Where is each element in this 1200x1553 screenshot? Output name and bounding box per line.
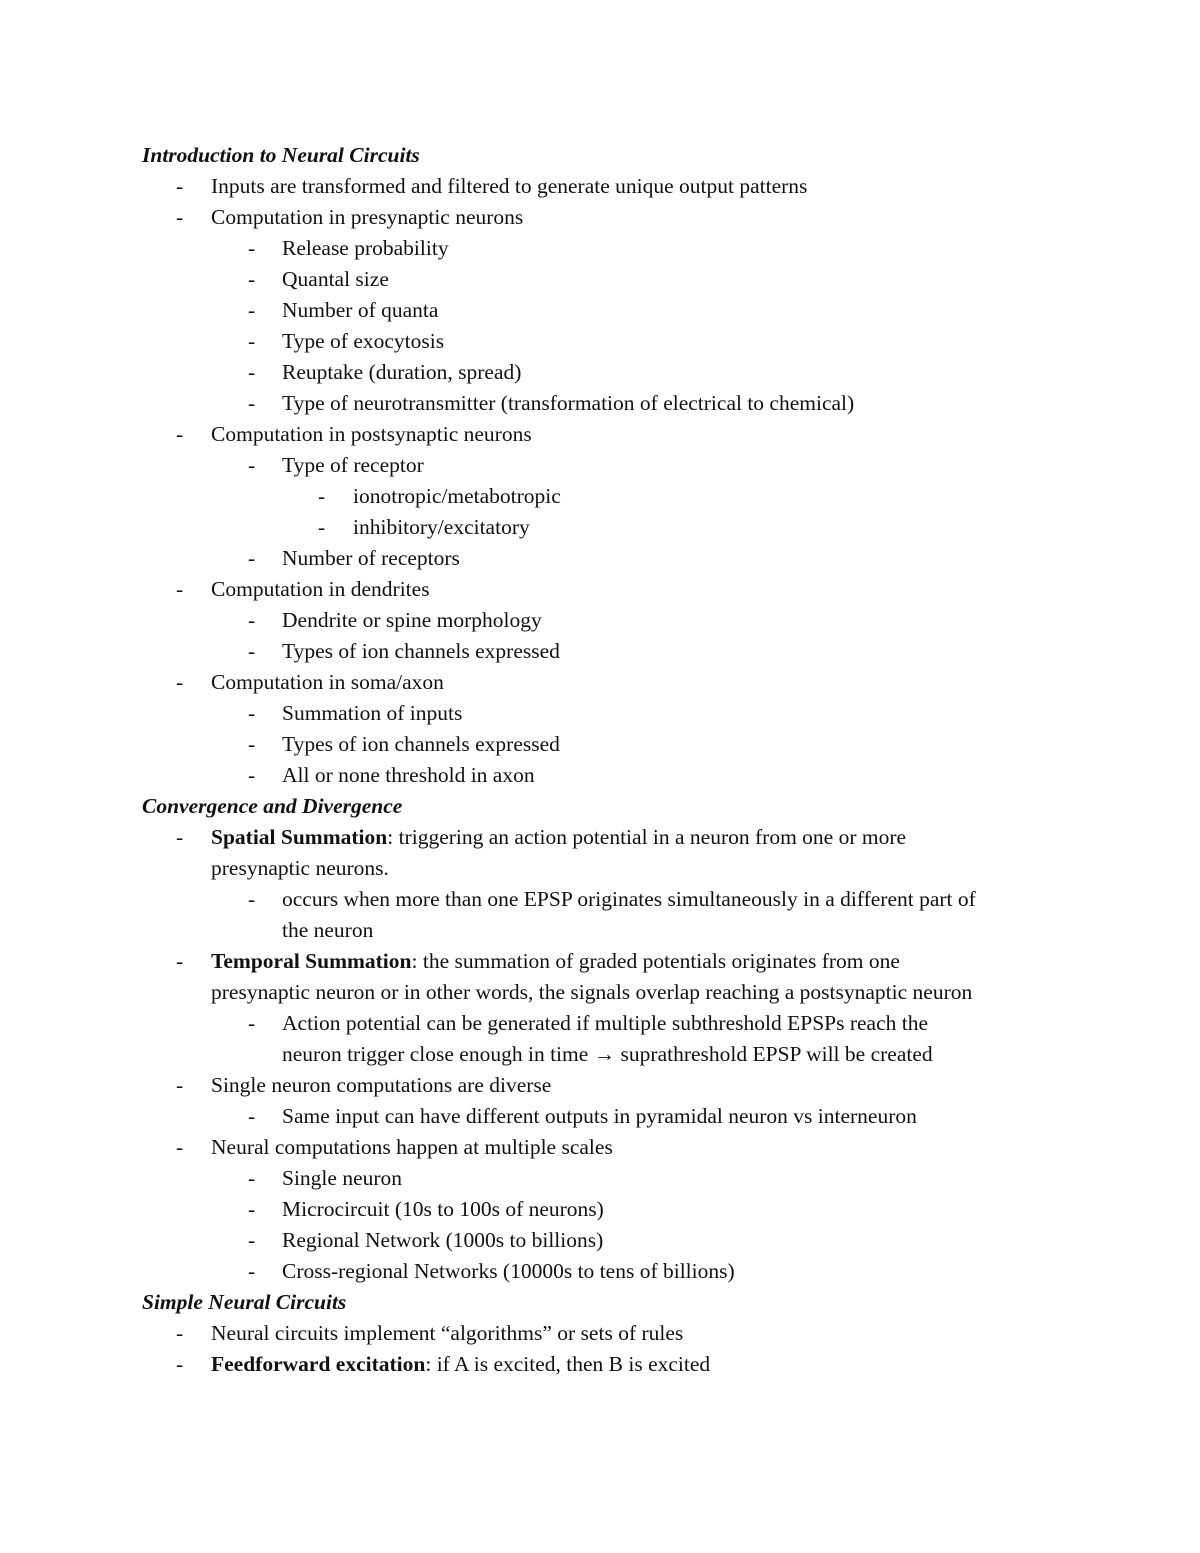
bullet: - bbox=[248, 236, 256, 260]
section-heading: Convergence and Divergence bbox=[142, 794, 403, 818]
list-item bbox=[0, 1163, 1200, 1194]
list-item bbox=[0, 760, 1200, 791]
list-item-text: Regional Network (1000s to billions) bbox=[282, 1228, 604, 1252]
bullet: - bbox=[248, 1166, 256, 1190]
list-item-text: Type of receptor bbox=[282, 453, 424, 477]
list-item bbox=[0, 1070, 1200, 1101]
bullet: - bbox=[248, 329, 256, 353]
list-item bbox=[0, 1008, 1200, 1039]
term-definition: : triggering an action potential in a neuron from one or more bbox=[387, 825, 907, 849]
list-item-continuation bbox=[0, 1039, 1200, 1070]
list-item-text: Computation in soma/axon bbox=[211, 670, 444, 694]
list-item bbox=[0, 388, 1200, 419]
bullet: - bbox=[248, 1197, 256, 1221]
document-page bbox=[0, 140, 1200, 1380]
list-item bbox=[0, 450, 1200, 481]
list-item bbox=[0, 543, 1200, 574]
term: Spatial Summation bbox=[211, 825, 388, 849]
list-item-text: neuron trigger close enough in time → suprathreshold EPSP will be created bbox=[282, 1042, 933, 1066]
list-item-text: Type of neurotransmitter (transformation of electrical to chemical) bbox=[282, 391, 855, 415]
list-item bbox=[0, 574, 1200, 605]
list-item bbox=[0, 512, 1200, 543]
list-item bbox=[0, 326, 1200, 357]
list-item-text bbox=[211, 1349, 710, 1380]
list-item bbox=[0, 698, 1200, 729]
list-item bbox=[0, 481, 1200, 512]
list-item-text: Dendrite or spine morphology bbox=[282, 608, 542, 632]
bullet: - bbox=[176, 1321, 184, 1345]
bullet: - bbox=[318, 484, 326, 508]
list-item-text: the neuron bbox=[282, 918, 374, 942]
bullet: - bbox=[248, 1228, 256, 1252]
list-item-text: Neural computations happen at multiple scales bbox=[211, 1135, 613, 1159]
list-item bbox=[0, 295, 1200, 326]
bullet: - bbox=[176, 422, 184, 446]
list-item-text: Same input can have different outputs in pyramidal neuron vs interneuron bbox=[282, 1104, 917, 1128]
list-item bbox=[0, 822, 1200, 853]
bullet: - bbox=[176, 1352, 184, 1376]
list-item-continuation bbox=[0, 853, 1200, 884]
list-item bbox=[0, 1132, 1200, 1163]
bullet: - bbox=[176, 825, 184, 849]
bullet: - bbox=[248, 763, 256, 787]
list-item-text: All or none threshold in axon bbox=[282, 763, 535, 787]
list-item-text: Type of exocytosis bbox=[282, 329, 445, 353]
list-item-text: Number of quanta bbox=[282, 298, 439, 322]
list-item-text: Computation in presynaptic neurons bbox=[211, 205, 524, 229]
list-item bbox=[0, 884, 1200, 915]
list-item-text: Neural circuits implement “algorithms” or sets of rules bbox=[211, 1321, 684, 1345]
bullet: - bbox=[248, 267, 256, 291]
list-item-text: Single neuron computations are diverse bbox=[211, 1073, 552, 1097]
bullet: - bbox=[248, 360, 256, 384]
bullet: - bbox=[248, 639, 256, 663]
list-item bbox=[0, 1194, 1200, 1225]
bullet: - bbox=[176, 1135, 184, 1159]
list-item-text: Summation of inputs bbox=[282, 701, 463, 725]
list-item bbox=[0, 357, 1200, 388]
list-item-text bbox=[211, 822, 906, 853]
list-item bbox=[0, 264, 1200, 295]
bullet: - bbox=[248, 453, 256, 477]
list-item bbox=[0, 636, 1200, 667]
list-item bbox=[0, 1349, 1200, 1380]
bullet: - bbox=[248, 391, 256, 415]
list-item bbox=[0, 1256, 1200, 1287]
bullet: - bbox=[318, 515, 326, 539]
list-item bbox=[0, 419, 1200, 450]
bullet: - bbox=[176, 577, 184, 601]
bullet: - bbox=[248, 298, 256, 322]
term: Temporal Summation bbox=[211, 949, 412, 973]
list-item-text: Action potential can be generated if multiple subthreshold EPSPs reach the bbox=[282, 1011, 929, 1035]
list-item bbox=[0, 202, 1200, 233]
list-item-continuation bbox=[0, 915, 1200, 946]
list-item bbox=[0, 233, 1200, 264]
bullet: - bbox=[176, 174, 184, 198]
list-item-text: Types of ion channels expressed bbox=[282, 732, 560, 756]
list-item-continuation bbox=[0, 977, 1200, 1008]
list-item bbox=[0, 667, 1200, 698]
section-heading: Simple Neural Circuits bbox=[142, 1290, 347, 1314]
list-item-text: Cross-regional Networks (10000s to tens of billions) bbox=[282, 1259, 735, 1283]
list-item-text: occurs when more than one EPSP originates simultaneously in a different part of bbox=[282, 887, 976, 911]
bullet: - bbox=[248, 1259, 256, 1283]
bullet: - bbox=[176, 205, 184, 229]
bullet: - bbox=[248, 1011, 256, 1035]
list-item-text: presynaptic neurons. bbox=[211, 856, 389, 880]
list-item-text: Computation in dendrites bbox=[211, 577, 430, 601]
term-definition: : if A is excited, then B is excited bbox=[425, 1352, 711, 1376]
list-item bbox=[0, 1101, 1200, 1132]
list-item-text: Reuptake (duration, spread) bbox=[282, 360, 522, 384]
list-item-text: ionotropic/metabotropic bbox=[353, 484, 561, 508]
list-item-text bbox=[211, 946, 900, 977]
list-item bbox=[0, 1318, 1200, 1349]
bullet: - bbox=[248, 887, 256, 911]
list-item-text: Single neuron bbox=[282, 1166, 403, 1190]
bullet: - bbox=[248, 701, 256, 725]
list-item-text: Quantal size bbox=[282, 267, 389, 291]
section-heading: Introduction to Neural Circuits bbox=[142, 143, 420, 167]
list-item-text: Computation in postsynaptic neurons bbox=[211, 422, 532, 446]
bullet: - bbox=[176, 1073, 184, 1097]
list-item-text: Number of receptors bbox=[282, 546, 460, 570]
list-item-text: inhibitory/excitatory bbox=[353, 515, 530, 539]
list-item-text: Inputs are transformed and filtered to generate unique output patterns bbox=[211, 174, 808, 198]
list-item bbox=[0, 946, 1200, 977]
term: Feedforward excitation bbox=[211, 1352, 426, 1376]
bullet: - bbox=[176, 949, 184, 973]
bullet: - bbox=[248, 546, 256, 570]
list-item bbox=[0, 171, 1200, 202]
list-item bbox=[0, 1225, 1200, 1256]
list-item bbox=[0, 729, 1200, 760]
term-definition: : the summation of graded potentials originates from one bbox=[411, 949, 900, 973]
list-item bbox=[0, 605, 1200, 636]
bullet: - bbox=[248, 732, 256, 756]
list-item-text: Release probability bbox=[282, 236, 449, 260]
bullet: - bbox=[248, 1104, 256, 1128]
bullet: - bbox=[248, 608, 256, 632]
list-item-text: Microcircuit (10s to 100s of neurons) bbox=[282, 1197, 604, 1221]
bullet: - bbox=[176, 670, 184, 694]
list-item-text: Types of ion channels expressed bbox=[282, 639, 560, 663]
list-item-text: presynaptic neuron or in other words, the signals overlap reaching a postsynaptic neuron bbox=[211, 980, 973, 1004]
